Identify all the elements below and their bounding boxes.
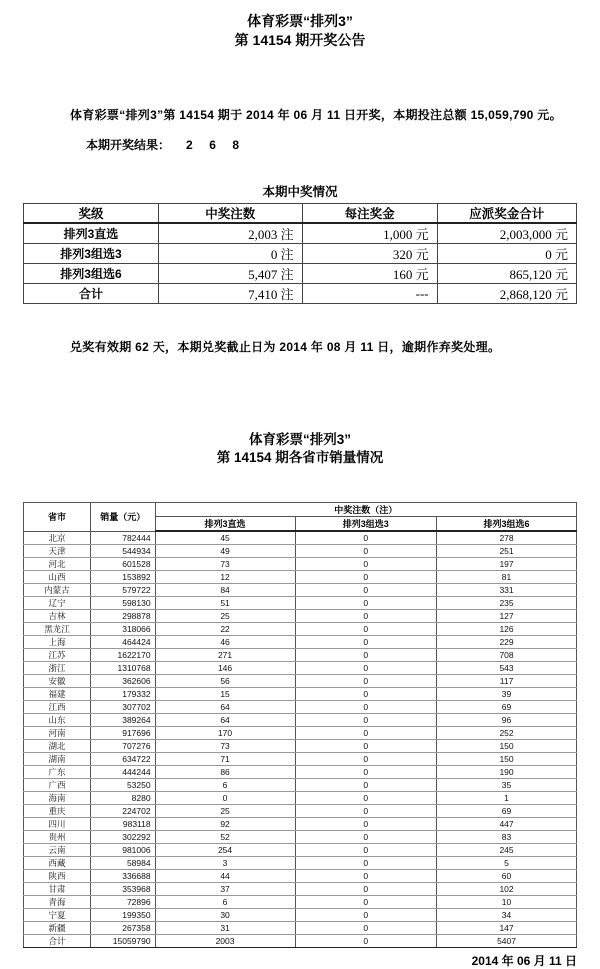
- table-cell: 22: [155, 622, 295, 635]
- table-cell: 3: [155, 856, 295, 869]
- table-cell: 合计: [24, 934, 91, 947]
- table-cell: 江苏: [24, 648, 91, 661]
- table-cell: 170: [155, 726, 295, 739]
- table-cell: 安徽: [24, 674, 91, 687]
- sales-title-line1: 体育彩票“排列3”: [248, 432, 351, 447]
- table-row: [24, 934, 577, 947]
- table-cell: 排列3组选3: [24, 244, 159, 264]
- table-cell: 0: [295, 921, 437, 934]
- table-cell: 64: [155, 713, 295, 726]
- table-row: [24, 895, 577, 908]
- draw-announcement-title: [0, 12, 600, 50]
- table-cell: 青海: [24, 895, 91, 908]
- table-cell: 吉林: [24, 609, 91, 622]
- table-cell: 2,003,000 元: [437, 223, 576, 244]
- table-header-row: [24, 204, 577, 224]
- table-cell: 5407: [437, 934, 577, 947]
- table-cell: 84: [155, 583, 295, 596]
- table-row: [24, 674, 577, 687]
- table-cell: 199350: [90, 908, 155, 921]
- table-cell: 73: [155, 739, 295, 752]
- table-row: [24, 817, 577, 830]
- table-cell: 山西: [24, 570, 91, 583]
- table-cell: 辽宁: [24, 596, 91, 609]
- table-cell: 150: [437, 739, 577, 752]
- table-cell: 1622170: [90, 648, 155, 661]
- redeem-deadline-note: 兑奖有效期 62 天，本期兑奖截止日为 2014 年 08 月 11 日，逾期作弃奖处理。: [70, 340, 501, 354]
- table-cell: 广西: [24, 778, 91, 791]
- table-cell: 31: [155, 921, 295, 934]
- table-cell: 35: [437, 778, 577, 791]
- table-cell: 46: [155, 635, 295, 648]
- table-cell: 0: [295, 674, 437, 687]
- table-row: [24, 687, 577, 700]
- table-cell: 235: [437, 596, 577, 609]
- table-row: [24, 648, 577, 661]
- table-cell: 12: [155, 570, 295, 583]
- table-cell: 96: [437, 713, 577, 726]
- table-row: [24, 882, 577, 895]
- table-cell: 合计: [24, 284, 159, 304]
- table-row: [24, 583, 577, 596]
- table-cell: 58984: [90, 856, 155, 869]
- table-cell: 上海: [24, 635, 91, 648]
- table-cell: 福建: [24, 687, 91, 700]
- table-cell: ---: [302, 284, 437, 304]
- table-cell: 126: [437, 622, 577, 635]
- table-cell: 160 元: [302, 264, 437, 284]
- table-cell: 浙江: [24, 661, 91, 674]
- table-cell: 0: [295, 635, 437, 648]
- table-cell: 981006: [90, 843, 155, 856]
- draw-intro-text: 体育彩票“排列3”第 14154 期于 2014 年 06 月 11 日开奖，本期投注总额 15,059,790 元。: [70, 108, 562, 122]
- table-row: [24, 622, 577, 635]
- table-cell: 6: [155, 895, 295, 908]
- table-cell: 山东: [24, 713, 91, 726]
- table-cell: 579722: [90, 583, 155, 596]
- table-cell: 782444: [90, 531, 155, 544]
- table-cell: 298878: [90, 609, 155, 622]
- table-cell: 7,410 注: [158, 284, 302, 304]
- table-cell: 245: [437, 843, 577, 856]
- table-cell: 重庆: [24, 804, 91, 817]
- table-cell: 西藏: [24, 856, 91, 869]
- column-header-win-count: 中奖注数: [158, 204, 302, 224]
- table-cell: 0: [295, 882, 437, 895]
- table-cell: 598130: [90, 596, 155, 609]
- table-cell: 1310768: [90, 661, 155, 674]
- table-cell: 917696: [90, 726, 155, 739]
- table-cell: 117: [437, 674, 577, 687]
- table-row: [24, 921, 577, 934]
- table-cell: 83: [437, 830, 577, 843]
- table-cell: 天津: [24, 544, 91, 557]
- table-cell: 宁夏: [24, 908, 91, 921]
- table-cell: 湖南: [24, 752, 91, 765]
- winning-summary-table: [23, 203, 577, 304]
- table-row: [24, 531, 577, 544]
- table-cell: 0: [295, 713, 437, 726]
- column-header-total-payout: 应派奖金合计: [437, 204, 576, 224]
- table-cell: 53250: [90, 778, 155, 791]
- announcement-date: 2014 年 06 月 11 日: [471, 953, 577, 968]
- table-cell: 内蒙古: [24, 583, 91, 596]
- table-row: [24, 869, 577, 882]
- table-row: [24, 778, 577, 791]
- table-cell: 海南: [24, 791, 91, 804]
- page-title-line1: 体育彩票“排列3”: [247, 13, 353, 29]
- table-cell: 甘肃: [24, 882, 91, 895]
- table-cell: 1: [437, 791, 577, 804]
- table-cell: 0: [295, 765, 437, 778]
- table-cell: 陕西: [24, 869, 91, 882]
- table-cell: 广东: [24, 765, 91, 778]
- table-header-row-1: [24, 503, 577, 517]
- page-title-line2: 第 14154 期开奖公告: [234, 32, 366, 48]
- column-header-group3: 排列3组选3: [295, 517, 437, 532]
- table-row: [24, 713, 577, 726]
- table-cell: 排列3组选6: [24, 264, 159, 284]
- table-cell: 64: [155, 700, 295, 713]
- table-cell: 51: [155, 596, 295, 609]
- table-cell: 10: [437, 895, 577, 908]
- table-cell: 0: [295, 856, 437, 869]
- table-cell: 708: [437, 648, 577, 661]
- table-cell: 447: [437, 817, 577, 830]
- table-cell: 634722: [90, 752, 155, 765]
- table-row: [24, 596, 577, 609]
- table-cell: 601528: [90, 557, 155, 570]
- table-cell: 37: [155, 882, 295, 895]
- table-cell: 黑龙江: [24, 622, 91, 635]
- column-header-sales: 销量（元）: [90, 503, 155, 532]
- table-cell: 0: [295, 817, 437, 830]
- table-cell: 0: [295, 622, 437, 635]
- table-cell: 72896: [90, 895, 155, 908]
- table-cell: 464424: [90, 635, 155, 648]
- column-header-win-counts-group: 中奖注数（注）: [155, 503, 576, 517]
- table-cell: 150: [437, 752, 577, 765]
- table-cell: 0: [295, 895, 437, 908]
- table-row: [24, 244, 577, 264]
- column-header-province: 省市: [24, 503, 91, 532]
- table-cell: 0: [295, 843, 437, 856]
- table-row: [24, 570, 577, 583]
- table-cell: 190: [437, 765, 577, 778]
- table-row: [24, 752, 577, 765]
- table-cell: 302292: [90, 830, 155, 843]
- table-cell: 389264: [90, 713, 155, 726]
- table-cell: 四川: [24, 817, 91, 830]
- table-cell: 353968: [90, 882, 155, 895]
- province-sales-table: [23, 502, 577, 948]
- table-cell: 320 元: [302, 244, 437, 264]
- draw-result-line: [86, 136, 580, 153]
- table-row: [24, 635, 577, 648]
- table-cell: 179332: [90, 687, 155, 700]
- table-cell: 0: [295, 557, 437, 570]
- table-row: [24, 739, 577, 752]
- table-cell: 318066: [90, 622, 155, 635]
- table-cell: 102: [437, 882, 577, 895]
- table-cell: 707276: [90, 739, 155, 752]
- table-cell: 362606: [90, 674, 155, 687]
- table-cell: 排列3直选: [24, 223, 159, 244]
- table-cell: 544934: [90, 544, 155, 557]
- table-row: [24, 700, 577, 713]
- table-cell: 河南: [24, 726, 91, 739]
- table-cell: 60: [437, 869, 577, 882]
- table-row: [24, 609, 577, 622]
- table-cell: 254: [155, 843, 295, 856]
- table-cell: 71: [155, 752, 295, 765]
- table-cell: 0: [295, 583, 437, 596]
- table-cell: 0: [295, 687, 437, 700]
- table-cell: 贵州: [24, 830, 91, 843]
- table-cell: 0: [295, 869, 437, 882]
- table-cell: 新疆: [24, 921, 91, 934]
- table-cell: 0: [295, 700, 437, 713]
- table-cell: 15059790: [90, 934, 155, 947]
- table-cell: 2003: [155, 934, 295, 947]
- table-cell: 336688: [90, 869, 155, 882]
- table-cell: 0: [295, 531, 437, 544]
- table-cell: 69: [437, 804, 577, 817]
- table-cell: 252: [437, 726, 577, 739]
- table-cell: 34: [437, 908, 577, 921]
- table-cell: 0: [295, 752, 437, 765]
- table-cell: 2,003 注: [158, 223, 302, 244]
- table-cell: 0: [295, 661, 437, 674]
- table-row: [24, 264, 577, 284]
- table-cell: 44: [155, 869, 295, 882]
- table-cell: 25: [155, 609, 295, 622]
- table-cell: 45: [155, 531, 295, 544]
- table-cell: 56: [155, 674, 295, 687]
- table-cell: 8280: [90, 791, 155, 804]
- table-cell: 197: [437, 557, 577, 570]
- table-cell: 278: [437, 531, 577, 544]
- table-cell: 0 元: [437, 244, 576, 264]
- table-row: [24, 726, 577, 739]
- table-cell: 25: [155, 804, 295, 817]
- table-cell: 543: [437, 661, 577, 674]
- draw-result-numbers: 2 6 8: [186, 138, 246, 152]
- table-row: [24, 843, 577, 856]
- table-cell: 983118: [90, 817, 155, 830]
- table-cell: 92: [155, 817, 295, 830]
- table-row: [24, 856, 577, 869]
- column-header-group6: 排列3组选6: [437, 517, 577, 532]
- winning-table-title: 本期中奖情况: [262, 185, 338, 199]
- table-cell: 30: [155, 908, 295, 921]
- table-row: [24, 544, 577, 557]
- table-cell: 江西: [24, 700, 91, 713]
- table-cell: 5: [437, 856, 577, 869]
- table-cell: 0 注: [158, 244, 302, 264]
- table-cell: 251: [437, 544, 577, 557]
- table-cell: 5,407 注: [158, 264, 302, 284]
- table-cell: 0: [295, 804, 437, 817]
- table-cell: 86: [155, 765, 295, 778]
- draw-result-label: 本期开奖结果：: [86, 138, 171, 152]
- table-cell: 153892: [90, 570, 155, 583]
- table-cell: 865,120 元: [437, 264, 576, 284]
- sales-report-title: [0, 431, 600, 467]
- table-row: [24, 284, 577, 304]
- table-cell: 0: [295, 726, 437, 739]
- table-cell: 6: [155, 778, 295, 791]
- table-cell: 73: [155, 557, 295, 570]
- table-cell: 1,000 元: [302, 223, 437, 244]
- table-cell: 146: [155, 661, 295, 674]
- table-cell: 北京: [24, 531, 91, 544]
- table-cell: 0: [295, 648, 437, 661]
- table-row: [24, 830, 577, 843]
- table-row: [24, 661, 577, 674]
- table-cell: 0: [295, 908, 437, 921]
- column-header-prize-level: 奖级: [24, 204, 159, 224]
- table-cell: 湖北: [24, 739, 91, 752]
- table-row: [24, 557, 577, 570]
- table-cell: 444244: [90, 765, 155, 778]
- table-cell: 39: [437, 687, 577, 700]
- table-cell: 0: [295, 791, 437, 804]
- table-cell: 0: [295, 778, 437, 791]
- table-cell: 52: [155, 830, 295, 843]
- table-cell: 15: [155, 687, 295, 700]
- table-cell: 0: [295, 934, 437, 947]
- table-cell: 0: [295, 596, 437, 609]
- table-cell: 云南: [24, 843, 91, 856]
- table-cell: 331: [437, 583, 577, 596]
- table-row: [24, 791, 577, 804]
- table-row: [24, 908, 577, 921]
- table-row: [24, 804, 577, 817]
- column-header-prize-per-bet: 每注奖金: [302, 204, 437, 224]
- table-cell: 0: [295, 830, 437, 843]
- table-cell: 2,868,120 元: [437, 284, 576, 304]
- sales-title-line2: 第 14154 期各省市销量情况: [216, 450, 384, 465]
- table-cell: 229: [437, 635, 577, 648]
- table-cell: 49: [155, 544, 295, 557]
- table-row: [24, 765, 577, 778]
- table-cell: 81: [437, 570, 577, 583]
- table-cell: 69: [437, 700, 577, 713]
- table-cell: 0: [295, 609, 437, 622]
- table-cell: 224702: [90, 804, 155, 817]
- column-header-straight: 排列3直选: [155, 517, 295, 532]
- table-cell: 0: [295, 544, 437, 557]
- table-cell: 0: [295, 570, 437, 583]
- table-cell: 307702: [90, 700, 155, 713]
- table-cell: 0: [155, 791, 295, 804]
- table-cell: 127: [437, 609, 577, 622]
- table-cell: 河北: [24, 557, 91, 570]
- table-cell: 267358: [90, 921, 155, 934]
- table-cell: 271: [155, 648, 295, 661]
- table-row: [24, 223, 577, 244]
- table-cell: 147: [437, 921, 577, 934]
- table-cell: 0: [295, 739, 437, 752]
